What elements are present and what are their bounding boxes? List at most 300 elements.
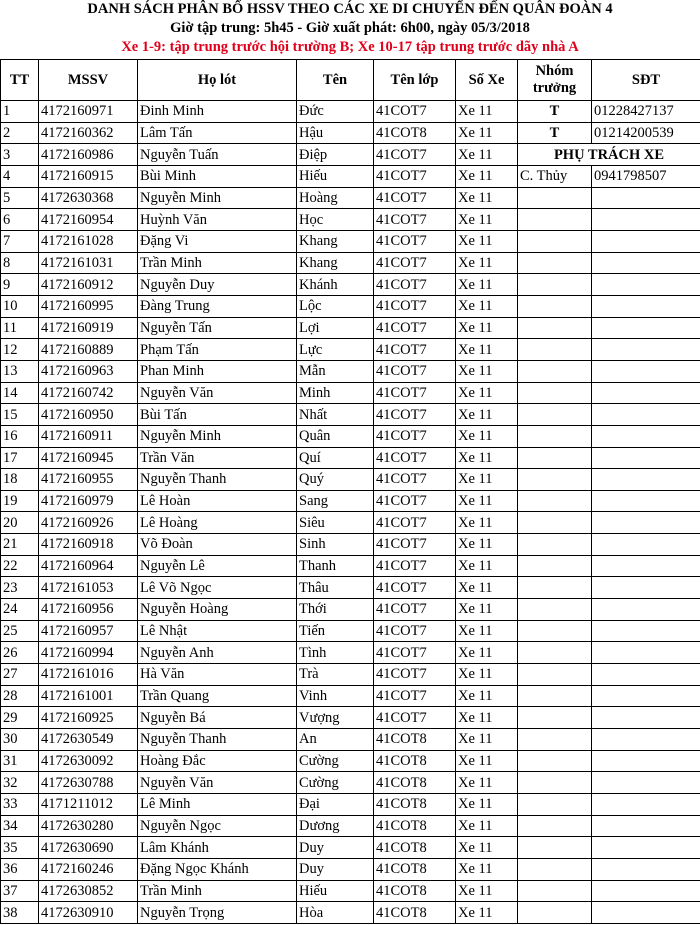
cell-sdt xyxy=(592,577,700,599)
table-row xyxy=(1,295,700,317)
cell-ho-lot: Hà Văn xyxy=(138,664,297,686)
cell-ten: Đức xyxy=(297,101,374,123)
cell-ho-lot: Nguyễn Hoàng xyxy=(138,599,297,621)
cell-mssv: 4172160915 xyxy=(39,165,138,187)
cell-ho-lot: Bùi Minh xyxy=(138,165,297,187)
cell-tt: 18 xyxy=(1,469,39,491)
cell-ten: Thới xyxy=(297,599,374,621)
cell-ho-lot: Nguyễn Minh xyxy=(138,425,297,447)
cell-ho-lot: Nguyễn Tấn xyxy=(138,317,297,339)
cell-ten: Quân xyxy=(297,425,374,447)
cell-so-xe: Xe 11 xyxy=(456,512,518,534)
cell-mssv: 4172160979 xyxy=(39,490,138,512)
table-row xyxy=(1,101,700,123)
cell-ten: Cường xyxy=(297,750,374,772)
cell-nhom-truong xyxy=(518,729,592,751)
cell-ten-lop: 41COT7 xyxy=(374,187,456,209)
cell-ten: Sang xyxy=(297,490,374,512)
table-row xyxy=(1,187,700,209)
cell-so-xe: Xe 11 xyxy=(456,252,518,274)
cell-ho-lot: Võ Đoàn xyxy=(138,534,297,556)
cell-nhom-truong xyxy=(518,534,592,556)
cell-nhom-truong: T xyxy=(518,122,592,144)
cell-sdt xyxy=(592,209,700,231)
table-row xyxy=(1,360,700,382)
cell-ten-lop: 41COT7 xyxy=(374,360,456,382)
table-row xyxy=(1,858,700,880)
table-body xyxy=(1,101,700,924)
cell-ho-lot: Trần Minh xyxy=(138,252,297,274)
cell-sdt xyxy=(592,425,700,447)
table-row xyxy=(1,490,700,512)
cell-ten-lop: 41COT7 xyxy=(374,404,456,426)
cell-so-xe: Xe 11 xyxy=(456,707,518,729)
cell-ten-lop: 41COT7 xyxy=(374,165,456,187)
cell-nhom-truong xyxy=(518,469,592,491)
cell-mssv: 4172160955 xyxy=(39,469,138,491)
cell-sdt xyxy=(592,512,700,534)
cell-sdt xyxy=(592,815,700,837)
table-row xyxy=(1,837,700,859)
cell-tt: 11 xyxy=(1,317,39,339)
cell-tt: 17 xyxy=(1,447,39,469)
cell-so-xe: Xe 11 xyxy=(456,685,518,707)
cell-mssv: 4172161001 xyxy=(39,685,138,707)
cell-sdt: 01228427137 xyxy=(592,101,700,123)
table-row xyxy=(1,750,700,772)
cell-tt: 16 xyxy=(1,425,39,447)
cell-ho-lot: Bùi Tấn xyxy=(138,404,297,426)
cell-mssv: 4172161028 xyxy=(39,230,138,252)
cell-sdt xyxy=(592,490,700,512)
table-row xyxy=(1,577,700,599)
cell-sdt xyxy=(592,187,700,209)
cell-sdt xyxy=(592,620,700,642)
cell-tt: 14 xyxy=(1,382,39,404)
cell-ho-lot: Lâm Khánh xyxy=(138,837,297,859)
cell-ten: Lợi xyxy=(297,317,374,339)
cell-so-xe: Xe 11 xyxy=(456,101,518,123)
table-row xyxy=(1,382,700,404)
cell-mssv: 4172160912 xyxy=(39,274,138,296)
cell-ten: Khang xyxy=(297,230,374,252)
table-row xyxy=(1,447,700,469)
cell-nhom-truong xyxy=(518,880,592,902)
table-row xyxy=(1,685,700,707)
cell-mssv: 4172630368 xyxy=(39,187,138,209)
cell-so-xe: Xe 11 xyxy=(456,664,518,686)
table-row xyxy=(1,534,700,556)
cell-ten: Duy xyxy=(297,858,374,880)
cell-so-xe: Xe 11 xyxy=(456,469,518,491)
cell-ho-lot: Nguyễn Trọng xyxy=(138,902,297,924)
cell-nhom-truong xyxy=(518,404,592,426)
cell-tt: 3 xyxy=(1,144,39,166)
table-row xyxy=(1,425,700,447)
cell-ten: Lực xyxy=(297,339,374,361)
cell-mssv: 4172630788 xyxy=(39,772,138,794)
cell-ten: Hậu xyxy=(297,122,374,144)
cell-mssv: 4172630690 xyxy=(39,837,138,859)
cell-tt: 4 xyxy=(1,165,39,187)
cell-ten: Hiếu xyxy=(297,165,374,187)
cell-nhom-truong xyxy=(518,685,592,707)
cell-so-xe: Xe 11 xyxy=(456,317,518,339)
cell-mssv: 4172160995 xyxy=(39,295,138,317)
cell-sdt xyxy=(592,837,700,859)
cell-ten: Sinh xyxy=(297,534,374,556)
cell-ho-lot: Nguyễn Lê xyxy=(138,555,297,577)
cell-nhom-truong: C. Thủy xyxy=(518,165,592,187)
cell-nhom-truong xyxy=(518,858,592,880)
table-row xyxy=(1,252,700,274)
cell-ten-lop: 41COT7 xyxy=(374,144,456,166)
cell-nhom-truong xyxy=(518,599,592,621)
cell-ten-lop: 41COT8 xyxy=(374,729,456,751)
cell-so-xe: Xe 11 xyxy=(456,122,518,144)
cell-ten: Siêu xyxy=(297,512,374,534)
cell-mssv: 4171211012 xyxy=(39,794,138,816)
cell-so-xe: Xe 11 xyxy=(456,620,518,642)
cell-ten: Nhất xyxy=(297,404,374,426)
cell-tt: 28 xyxy=(1,685,39,707)
cell-ten-lop: 41COT7 xyxy=(374,230,456,252)
cell-ten: Vượng xyxy=(297,707,374,729)
table-row xyxy=(1,230,700,252)
gathering-note: Xe 1-9: tập trung trước hội trường B; Xe 10-17 tập trung trước dãy nhà A xyxy=(121,39,579,55)
cell-ten: Thâu xyxy=(297,577,374,599)
cell-ho-lot: Nguyễn Duy xyxy=(138,274,297,296)
table-header-row xyxy=(1,60,700,101)
cell-ten-lop: 41COT7 xyxy=(374,642,456,664)
cell-ten-lop: 41COT7 xyxy=(374,534,456,556)
cell-tt: 21 xyxy=(1,534,39,556)
cell-mssv: 4172160919 xyxy=(39,317,138,339)
cell-sdt: 01214200539 xyxy=(592,122,700,144)
cell-ten-lop: 41COT7 xyxy=(374,101,456,123)
cell-nhom-truong xyxy=(518,815,592,837)
cell-ten-lop: 41COT8 xyxy=(374,837,456,859)
cell-mssv: 4172160945 xyxy=(39,447,138,469)
cell-ten-lop: 41COT7 xyxy=(374,555,456,577)
cell-ten: Điệp xyxy=(297,144,374,166)
cell-nhom-truong xyxy=(518,555,592,577)
cell-ten-lop: 41COT7 xyxy=(374,490,456,512)
cell-ten-lop: 41COT7 xyxy=(374,685,456,707)
cell-mssv: 4172630852 xyxy=(39,880,138,902)
table-row xyxy=(1,664,700,686)
cell-mssv: 4172160889 xyxy=(39,339,138,361)
schedule-line: Giờ tập trung: 5h45 - Giờ xuất phát: 6h00, ngày 05/3/2018 xyxy=(170,20,530,36)
cell-sdt xyxy=(592,599,700,621)
cell-nhom-truong: T xyxy=(518,101,592,123)
table-row xyxy=(1,512,700,534)
cell-sdt xyxy=(592,382,700,404)
cell-ho-lot: Nguyễn Tuấn xyxy=(138,144,297,166)
cell-ho-lot: Phạm Tấn xyxy=(138,339,297,361)
cell-tt: 35 xyxy=(1,837,39,859)
cell-nhom-truong xyxy=(518,837,592,859)
cell-ten: Duy xyxy=(297,837,374,859)
cell-ten-lop: 41COT7 xyxy=(374,447,456,469)
cell-sdt xyxy=(592,858,700,880)
cell-ho-lot: Đặng Vi xyxy=(138,230,297,252)
cell-sdt xyxy=(592,794,700,816)
cell-nhom-truong xyxy=(518,447,592,469)
cell-mssv: 4172160986 xyxy=(39,144,138,166)
table-row xyxy=(1,815,700,837)
table-row xyxy=(1,707,700,729)
cell-ho-lot: Trần Minh xyxy=(138,880,297,902)
cell-nhom-truong xyxy=(518,360,592,382)
cell-ho-lot: Đặng Ngọc Khánh xyxy=(138,858,297,880)
cell-so-xe: Xe 11 xyxy=(456,404,518,426)
student-bus-table xyxy=(0,59,700,924)
cell-ten-lop: 41COT7 xyxy=(374,512,456,534)
cell-so-xe: Xe 11 xyxy=(456,274,518,296)
table-row xyxy=(1,122,700,144)
cell-so-xe: Xe 11 xyxy=(456,339,518,361)
cell-ten: Hòa xyxy=(297,902,374,924)
cell-nhom-truong xyxy=(518,295,592,317)
cell-nhom-truong xyxy=(518,317,592,339)
cell-mssv: 4172160964 xyxy=(39,555,138,577)
cell-ho-lot: Nguyễn Văn xyxy=(138,382,297,404)
cell-so-xe: Xe 11 xyxy=(456,837,518,859)
cell-so-xe: Xe 11 xyxy=(456,490,518,512)
cell-ten: Dương xyxy=(297,815,374,837)
cell-mssv: 4172160957 xyxy=(39,620,138,642)
cell-tt: 5 xyxy=(1,187,39,209)
cell-so-xe: Xe 11 xyxy=(456,794,518,816)
cell-ho-lot: Huỳnh Văn xyxy=(138,209,297,231)
cell-nhom-truong xyxy=(518,772,592,794)
cell-nhom-truong xyxy=(518,252,592,274)
cell-so-xe: Xe 11 xyxy=(456,902,518,924)
cell-ten-lop: 41COT7 xyxy=(374,425,456,447)
cell-mssv: 4172160950 xyxy=(39,404,138,426)
document-title: DANH SÁCH PHÂN BỔ HSSV THEO CÁC XE DI CHUYỂN ĐẾN QUÂN ĐOÀN 4 xyxy=(87,1,613,17)
cell-ho-lot: Trần Văn xyxy=(138,447,297,469)
cell-mssv: 4172161016 xyxy=(39,664,138,686)
cell-sdt xyxy=(592,664,700,686)
cell-so-xe: Xe 11 xyxy=(456,880,518,902)
col-header-sdt: SĐT xyxy=(592,60,700,101)
cell-tt: 27 xyxy=(1,664,39,686)
cell-ten-lop: 41COT8 xyxy=(374,815,456,837)
cell-nhom-truong xyxy=(518,794,592,816)
cell-ten: Học xyxy=(297,209,374,231)
cell-so-xe: Xe 11 xyxy=(456,534,518,556)
cell-so-xe: Xe 11 xyxy=(456,577,518,599)
cell-ten: An xyxy=(297,729,374,751)
col-header-ho-lot: Họ lót xyxy=(138,60,297,101)
cell-tt: 22 xyxy=(1,555,39,577)
cell-ten: Quý xyxy=(297,469,374,491)
cell-tt: 34 xyxy=(1,815,39,837)
cell-sdt xyxy=(592,447,700,469)
cell-ten: Hoàng xyxy=(297,187,374,209)
cell-nhom-truong xyxy=(518,707,592,729)
cell-nhom-truong xyxy=(518,620,592,642)
cell-so-xe: Xe 11 xyxy=(456,295,518,317)
supervisor-label: PHỤ TRÁCH XE xyxy=(518,144,700,166)
cell-so-xe: Xe 11 xyxy=(456,165,518,187)
cell-nhom-truong xyxy=(518,750,592,772)
cell-ten: Tình xyxy=(297,642,374,664)
cell-ho-lot: Lê Hoàn xyxy=(138,490,297,512)
cell-mssv: 4172160956 xyxy=(39,599,138,621)
cell-sdt xyxy=(592,772,700,794)
cell-mssv: 4172160362 xyxy=(39,122,138,144)
cell-sdt xyxy=(592,642,700,664)
cell-ten: Thanh xyxy=(297,555,374,577)
cell-ten: Đại xyxy=(297,794,374,816)
cell-tt: 6 xyxy=(1,209,39,231)
cell-ten-lop: 41COT7 xyxy=(374,382,456,404)
table-row xyxy=(1,902,700,924)
cell-nhom-truong xyxy=(518,274,592,296)
cell-ten: Mẫn xyxy=(297,360,374,382)
cell-tt: 23 xyxy=(1,577,39,599)
cell-nhom-truong xyxy=(518,902,592,924)
cell-ten: Cường xyxy=(297,772,374,794)
cell-so-xe: Xe 11 xyxy=(456,599,518,621)
cell-mssv: 4172630280 xyxy=(39,815,138,837)
cell-ten-lop: 41COT8 xyxy=(374,772,456,794)
table-row xyxy=(1,165,700,187)
cell-sdt xyxy=(592,230,700,252)
cell-ho-lot: Lê Võ Ngọc xyxy=(138,577,297,599)
cell-tt: 9 xyxy=(1,274,39,296)
cell-nhom-truong xyxy=(518,425,592,447)
cell-so-xe: Xe 11 xyxy=(456,772,518,794)
cell-ten: Hiếu xyxy=(297,880,374,902)
cell-tt: 38 xyxy=(1,902,39,924)
cell-nhom-truong xyxy=(518,230,592,252)
table-row xyxy=(1,620,700,642)
cell-tt: 26 xyxy=(1,642,39,664)
cell-tt: 2 xyxy=(1,122,39,144)
cell-ho-lot: Lê Hoàng xyxy=(138,512,297,534)
table-row xyxy=(1,339,700,361)
cell-ten-lop: 41COT7 xyxy=(374,317,456,339)
cell-sdt xyxy=(592,534,700,556)
col-header-ten-lop: Tên lớp xyxy=(374,60,456,101)
cell-sdt xyxy=(592,880,700,902)
table-row xyxy=(1,555,700,577)
cell-ten: Khánh xyxy=(297,274,374,296)
cell-ho-lot: Nguyễn Anh xyxy=(138,642,297,664)
cell-tt: 12 xyxy=(1,339,39,361)
cell-so-xe: Xe 11 xyxy=(456,642,518,664)
cell-ten: Khang xyxy=(297,252,374,274)
cell-ten-lop: 41COT7 xyxy=(374,469,456,491)
cell-ho-lot: Lâm Tấn xyxy=(138,122,297,144)
cell-ten: Lộc xyxy=(297,295,374,317)
cell-ho-lot: Nguyễn Thanh xyxy=(138,469,297,491)
cell-nhom-truong xyxy=(518,512,592,534)
cell-so-xe: Xe 11 xyxy=(456,729,518,751)
col-header-mssv: MSSV xyxy=(39,60,138,101)
cell-ho-lot: Nguyễn Ngọc xyxy=(138,815,297,837)
table-row xyxy=(1,880,700,902)
cell-so-xe: Xe 11 xyxy=(456,144,518,166)
cell-ho-lot: Lê Minh xyxy=(138,794,297,816)
cell-nhom-truong xyxy=(518,490,592,512)
cell-tt: 32 xyxy=(1,772,39,794)
cell-sdt xyxy=(592,729,700,751)
cell-mssv: 4172160954 xyxy=(39,209,138,231)
col-header-so-xe: Số Xe xyxy=(456,60,518,101)
cell-ten-lop: 41COT8 xyxy=(374,880,456,902)
cell-sdt xyxy=(592,685,700,707)
cell-tt: 37 xyxy=(1,880,39,902)
table-row xyxy=(1,209,700,231)
cell-ten-lop: 41COT7 xyxy=(374,209,456,231)
cell-mssv: 4172160926 xyxy=(39,512,138,534)
table-row xyxy=(1,317,700,339)
cell-mssv: 4172160971 xyxy=(39,101,138,123)
cell-so-xe: Xe 11 xyxy=(456,447,518,469)
cell-ten-lop: 41COT7 xyxy=(374,339,456,361)
cell-mssv: 4172160742 xyxy=(39,382,138,404)
cell-mssv: 4172630092 xyxy=(39,750,138,772)
cell-ho-lot: Trần Quang xyxy=(138,685,297,707)
cell-ten-lop: 41COT7 xyxy=(374,599,456,621)
cell-nhom-truong xyxy=(518,664,592,686)
cell-ho-lot: Nguyễn Minh xyxy=(138,187,297,209)
cell-ho-lot: Nguyễn Bá xyxy=(138,707,297,729)
cell-mssv: 4172160911 xyxy=(39,425,138,447)
cell-tt: 33 xyxy=(1,794,39,816)
cell-so-xe: Xe 11 xyxy=(456,858,518,880)
cell-nhom-truong xyxy=(518,382,592,404)
table-row xyxy=(1,642,700,664)
cell-tt: 36 xyxy=(1,858,39,880)
cell-ten-lop: 41COT8 xyxy=(374,122,456,144)
cell-ten-lop: 41COT8 xyxy=(374,902,456,924)
cell-mssv: 4172630910 xyxy=(39,902,138,924)
cell-sdt: 0941798507 xyxy=(592,165,700,187)
cell-sdt xyxy=(592,252,700,274)
cell-ten: Trà xyxy=(297,664,374,686)
cell-ten-lop: 41COT7 xyxy=(374,620,456,642)
cell-tt: 19 xyxy=(1,490,39,512)
cell-tt: 13 xyxy=(1,360,39,382)
cell-sdt xyxy=(592,360,700,382)
cell-sdt xyxy=(592,750,700,772)
col-header-ten: Tên xyxy=(297,60,374,101)
cell-tt: 10 xyxy=(1,295,39,317)
cell-so-xe: Xe 11 xyxy=(456,187,518,209)
cell-ho-lot: Đinh Minh xyxy=(138,101,297,123)
cell-ten: Minh xyxy=(297,382,374,404)
cell-ten-lop: 41COT7 xyxy=(374,274,456,296)
cell-ten-lop: 41COT7 xyxy=(374,664,456,686)
cell-ho-lot: Lê Nhật xyxy=(138,620,297,642)
col-header-tt: TT xyxy=(1,60,39,101)
cell-mssv: 4172160246 xyxy=(39,858,138,880)
cell-sdt xyxy=(592,339,700,361)
cell-tt: 30 xyxy=(1,729,39,751)
cell-tt: 31 xyxy=(1,750,39,772)
cell-mssv: 4172630549 xyxy=(39,729,138,751)
table-row xyxy=(1,794,700,816)
cell-nhom-truong xyxy=(518,642,592,664)
cell-ten: Quí xyxy=(297,447,374,469)
cell-so-xe: Xe 11 xyxy=(456,209,518,231)
